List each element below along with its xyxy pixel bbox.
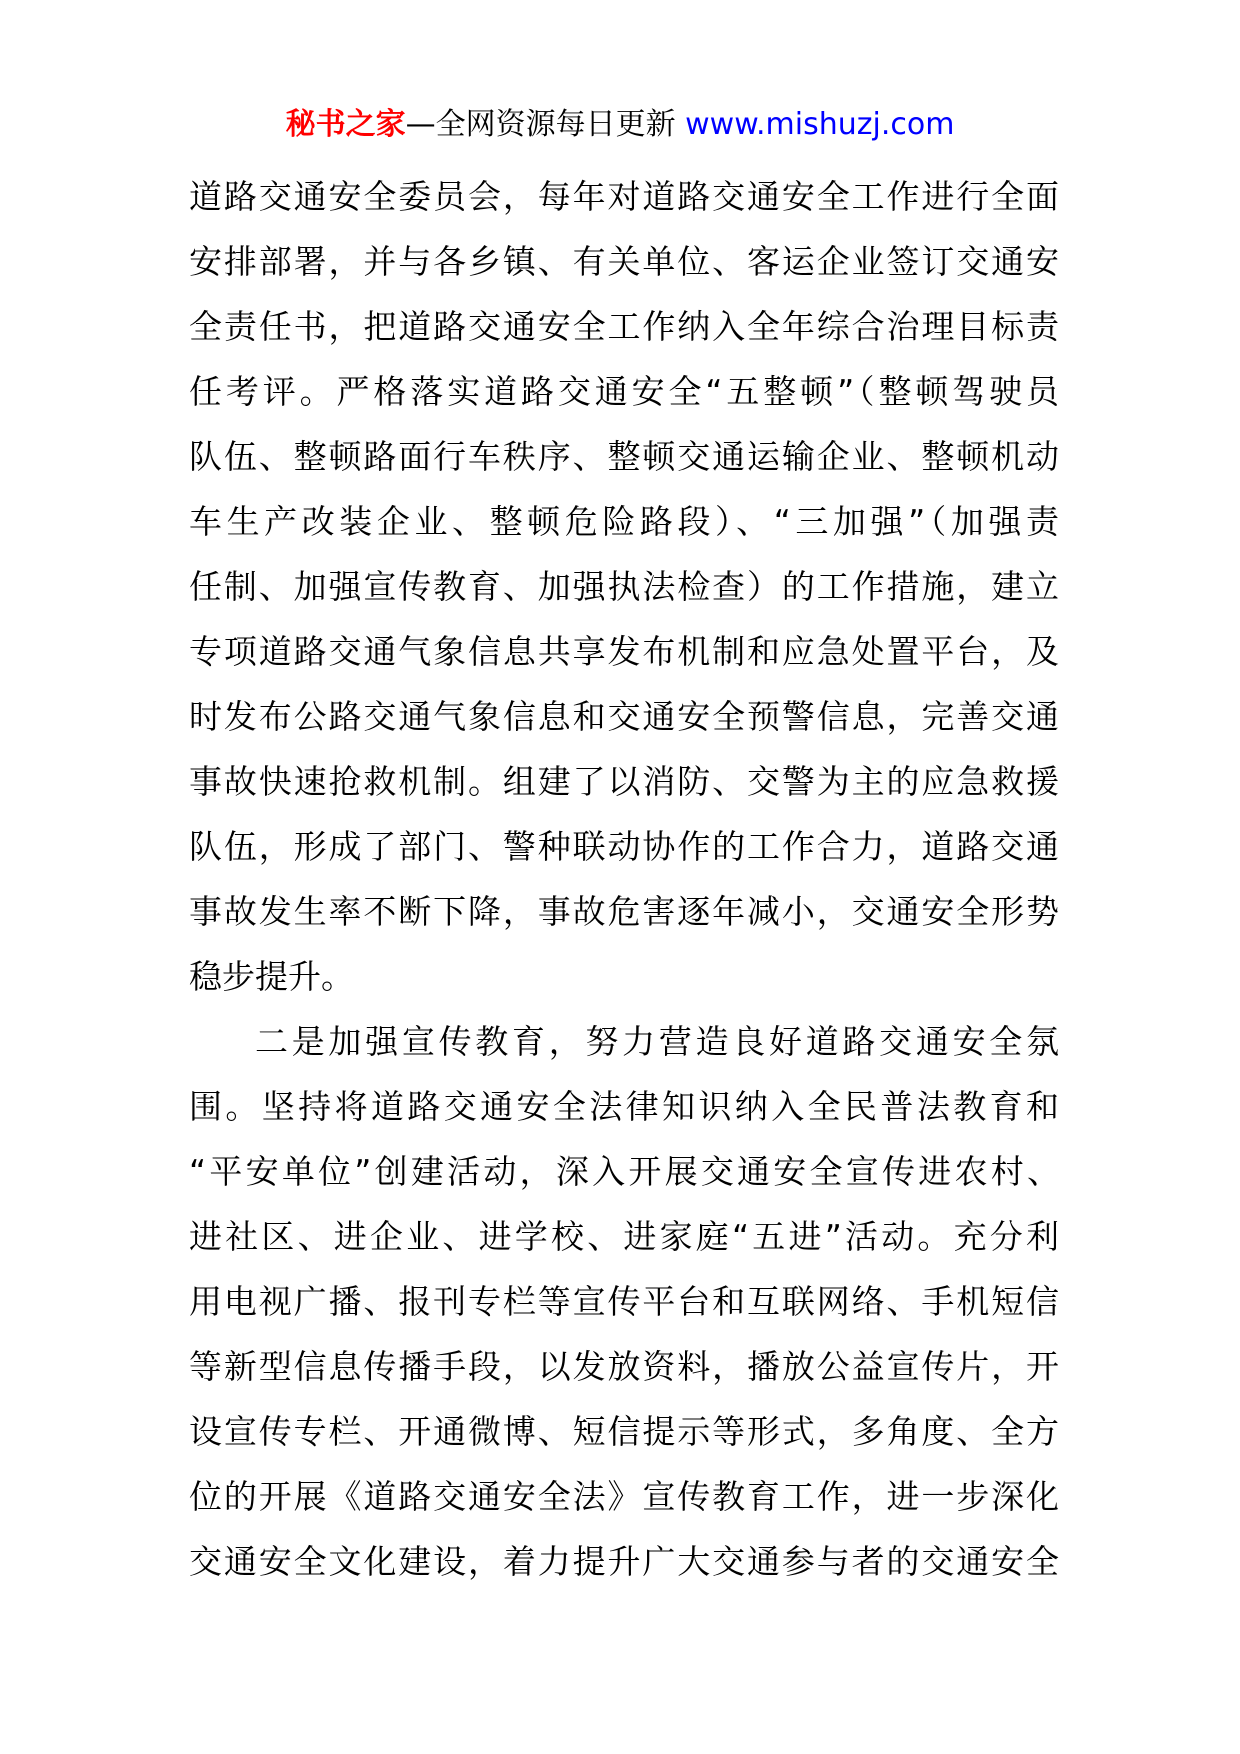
paragraph-1-line: 队伍、整顿路面行车秩序、整顿交通运输企业、整顿机动 — [189, 437, 1059, 476]
paragraph-1-line: 安排部署，并与各乡镇、有关单位、客运企业签订交通安 — [189, 242, 1059, 281]
paragraph-1-line: 任制、加强宣传教育、加强执法检查）的工作措施，建立 — [189, 567, 1059, 606]
paragraph-1-line: 稳步提升。 — [189, 957, 354, 996]
paragraph-2-line: 围。坚持将道路交通安全法律知识纳入全民普法教育和 — [189, 1087, 1059, 1126]
paragraph-1-line: 道路交通安全委员会，每年对道路交通安全工作进行全面 — [189, 177, 1059, 216]
paragraph-1-line: 事故发生率不断下降，事故危害逐年减小，交通安全形势 — [189, 892, 1059, 931]
header-url[interactable]: www.mishuzj.com — [685, 107, 955, 142]
paragraph-1-line: 事故快速抢救机制。组建了以消防、交警为主的应急救援 — [189, 762, 1059, 801]
paragraph-2-line: “平安单位”创建活动，深入开展交通安全宣传进农村、 — [189, 1152, 1059, 1191]
document-header — [0, 103, 1240, 147]
paragraph-2-line: 位的开展《道路交通安全法》宣传教育工作，进一步深化 — [189, 1477, 1059, 1516]
paragraph-2-line: 等新型信息传播手段，以发放资料，播放公益宣传片，开 — [189, 1347, 1059, 1386]
paragraph-2-line: 设宣传专栏、开通微博、短信提示等形式，多角度、全方 — [189, 1412, 1059, 1451]
paragraph-1-line: 专项道路交通气象信息共享发布机制和应急处置平台，及 — [189, 632, 1059, 671]
header-slogan: —全网资源每日更新 — [405, 107, 676, 142]
paragraph-1-line: 时发布公路交通气象信息和交通安全预警信息，完善交通 — [189, 697, 1059, 736]
paragraph-2-line: 用电视广播、报刊专栏等宣传平台和互联网络、手机短信 — [189, 1282, 1059, 1321]
paragraph-1-line: 任考评。严格落实道路交通安全“五整顿”（整顿驾驶员 — [189, 372, 1059, 411]
paragraph-1-line: 车生产改装企业、整顿危险路段）、“三加强”（加强责 — [189, 502, 1059, 541]
paragraph-2-line: 二是加强宣传教育，努力营造良好道路交通安全氛 — [255, 1022, 1059, 1061]
brand-name: 秘书之家 — [285, 107, 406, 142]
paragraph-1-line: 全责任书，把道路交通安全工作纳入全年综合治理目标责 — [189, 307, 1059, 346]
document-body — [189, 164, 1059, 1594]
paragraph-2-line: 进社区、进企业、进学校、进家庭“五进”活动。充分利 — [189, 1217, 1059, 1256]
paragraph-1-line: 队伍，形成了部门、警种联动协作的工作合力，道路交通 — [189, 827, 1059, 866]
paragraph-2-line: 交通安全文化建设，着力提升广大交通参与者的交通安全 — [189, 1542, 1059, 1581]
